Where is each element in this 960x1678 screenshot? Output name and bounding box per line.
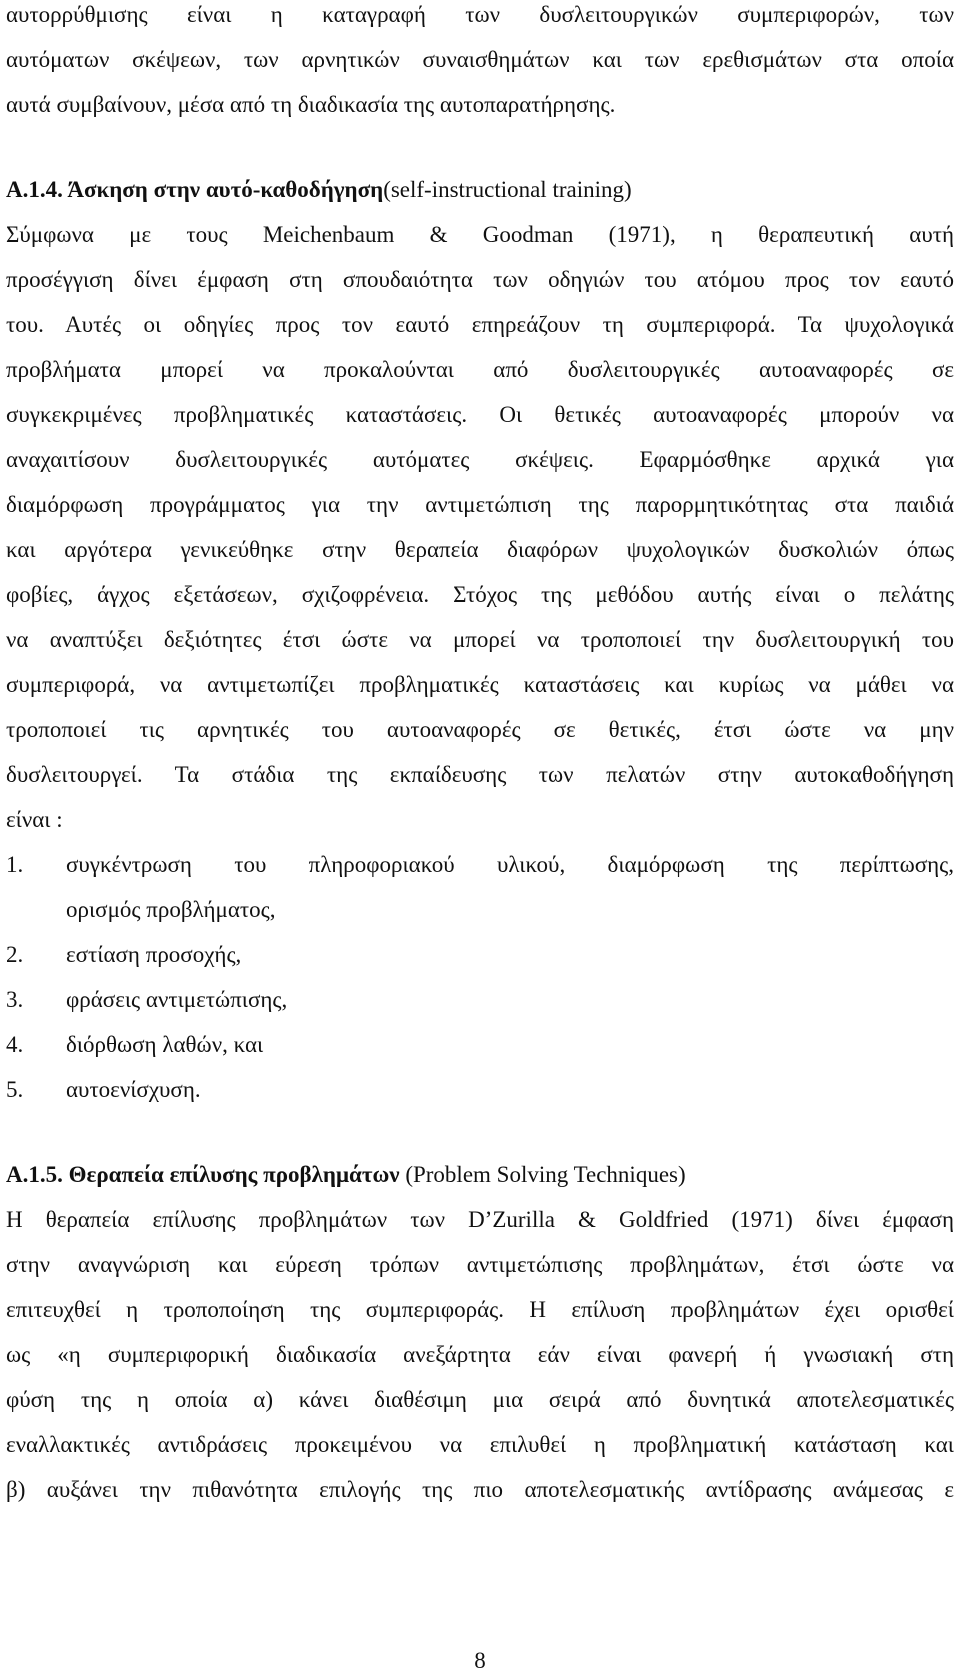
section-a14-line-2: προσέγγιση δίνει έμφαση στη σπουδαιότητα των οδηγιών του ατόμου προς τον εαυτό: [6, 267, 954, 292]
section-a14-line-11: συμπεριφορά, να αντιμετωπίζει προβληματικές καταστάσεις και κυρίως να μάθει να: [6, 672, 954, 697]
section-a14-line-10: να αναπτύξει δεξιότητες έτσι ώστε να μπορεί να τροποποιεί την δυσλειτουργική του: [6, 627, 954, 652]
section-a14-line-3: του. Αυτές οι οδηγίες προς τον εαυτό επηρεάζουν τη συμπεριφορά. Τα ψυχολογικά: [6, 312, 954, 337]
list-item-3-text: φράσεις αντιμετώπισης,: [66, 987, 288, 1012]
section-a14-heading-rest: (self-instructional training): [383, 177, 632, 202]
intro-line-1: αυτορρύθμισης είναι η καταγραφή των δυσλειτουργικών συμπεριφορών, των: [6, 2, 954, 27]
section-a15-line-6: εναλλακτικές αντιδράσεις προκειμένου να επιλυθεί η προβληματική κατάσταση και: [6, 1432, 954, 1457]
list-item-2-number: 2.: [6, 942, 24, 967]
list-item-2-text: εστίαση προσοχής,: [66, 942, 242, 967]
list-item-5-number: 5.: [6, 1077, 24, 1102]
list-item-4-number: 4.: [6, 1032, 24, 1057]
section-a15-line-7: β) αυξάνει την πιθανότητα επιλογής της πιο αποτελεσματικής αντίδρασης ανάμεσας ε: [6, 1477, 954, 1502]
list-item-5-text: αυτοενίσχυση.: [66, 1077, 201, 1102]
section-a15-heading: [6, 1160, 686, 1190]
section-a14-line-12: τροποποιεί τις αρνητικές του αυτοαναφορές σε θετικές, έτσι ώστε να μην: [6, 717, 954, 742]
list-item-1-line-2: ορισμός προβλήματος,: [66, 897, 276, 922]
section-a14-heading: [6, 175, 632, 205]
section-a15-line-4: ως «η συμπεριφορική διαδικασία ανεξάρτητα εάν είναι φανερή ή γνωσιακή στη: [6, 1342, 954, 1367]
section-a15-line-5: φύση της η οποία α) κάνει διαθέσιμη μια σειρά από δυνητικά αποτελεσματικές: [6, 1387, 954, 1412]
section-a14-line-7: διαμόρφωση προγράμματος για την αντιμετώπιση της παρορμητικότητας στα παιδιά: [6, 492, 954, 517]
intro-line-2: αυτόματων σκέψεων, των αρνητικών συναισθημάτων και των ερεθισμάτων στα οποία: [6, 47, 954, 72]
list-item-1-number: 1.: [6, 852, 24, 877]
section-a14-line-1: Σύμφωνα με τους Meichenbaum & Goodman (1971), η θεραπευτική αυτή: [6, 222, 954, 247]
section-a15-line-3: επιτευχθεί η τροποποίηση της συμπεριφοράς. Η επίλυση προβλημάτων έχει ορισθεί: [6, 1297, 954, 1322]
section-a14-heading-bold: Α.1.4. Άσκηση στην αυτό-καθοδήγηση: [6, 177, 384, 202]
list-item-4-text: διόρθωση λαθών, και: [66, 1032, 264, 1057]
section-a14-line-14: είναι :: [6, 807, 63, 832]
section-a14-line-13: δυσλειτουργεί. Τα στάδια της εκπαίδευσης των πελατών στην αυτοκαθοδήγηση: [6, 762, 954, 787]
section-a15-heading-rest: (Problem Solving Techniques): [399, 1162, 686, 1187]
section-a15-line-1: Η θεραπεία επίλυσης προβλημάτων των D’Zurilla & Goldfried (1971) δίνει έμφαση: [6, 1207, 954, 1232]
list-item-3-number: 3.: [6, 987, 24, 1012]
intro-line-3: αυτά συμβαίνουν, μέσα από τη διαδικασία της αυτοπαρατήρησης.: [6, 92, 616, 117]
section-a14-line-4: προβλήματα μπορεί να προκαλούνται από δυσλειτουργικές αυτοαναφορές σε: [6, 357, 954, 382]
list-item-1-line-1: συγκέντρωση του πληροφοριακού υλικού, διαμόρφωση της περίπτωσης,: [66, 852, 954, 877]
section-a14-line-5: συγκεκριμένες προβληματικές καταστάσεις. Οι θετικές αυτοαναφορές μπορούν να: [6, 402, 954, 427]
section-a14-line-8: και αργότερα γενικεύθηκε στην θεραπεία διαφόρων ψυχολογικών δυσκολιών όπως: [6, 537, 954, 562]
section-a14-line-9: φοβίες, άγχος εξετάσεων, σχιζοφρένεια. Στόχος της μεθόδου αυτής είναι ο πελάτης: [6, 582, 954, 607]
section-a14-line-6: αναχαιτίσουν δυσλειτουργικές αυτόματες σκέψεις. Εφαρμόσθηκε αρχικά για: [6, 447, 954, 472]
section-a15-heading-bold: Α.1.5. Θεραπεία επίλυσης προβλημάτων: [6, 1162, 400, 1187]
section-a15-line-2: στην αναγνώριση και εύρεση τρόπων αντιμετώπισης προβλημάτων, έτσι ώστε να: [6, 1252, 954, 1277]
page-number: 8: [474, 1648, 486, 1673]
